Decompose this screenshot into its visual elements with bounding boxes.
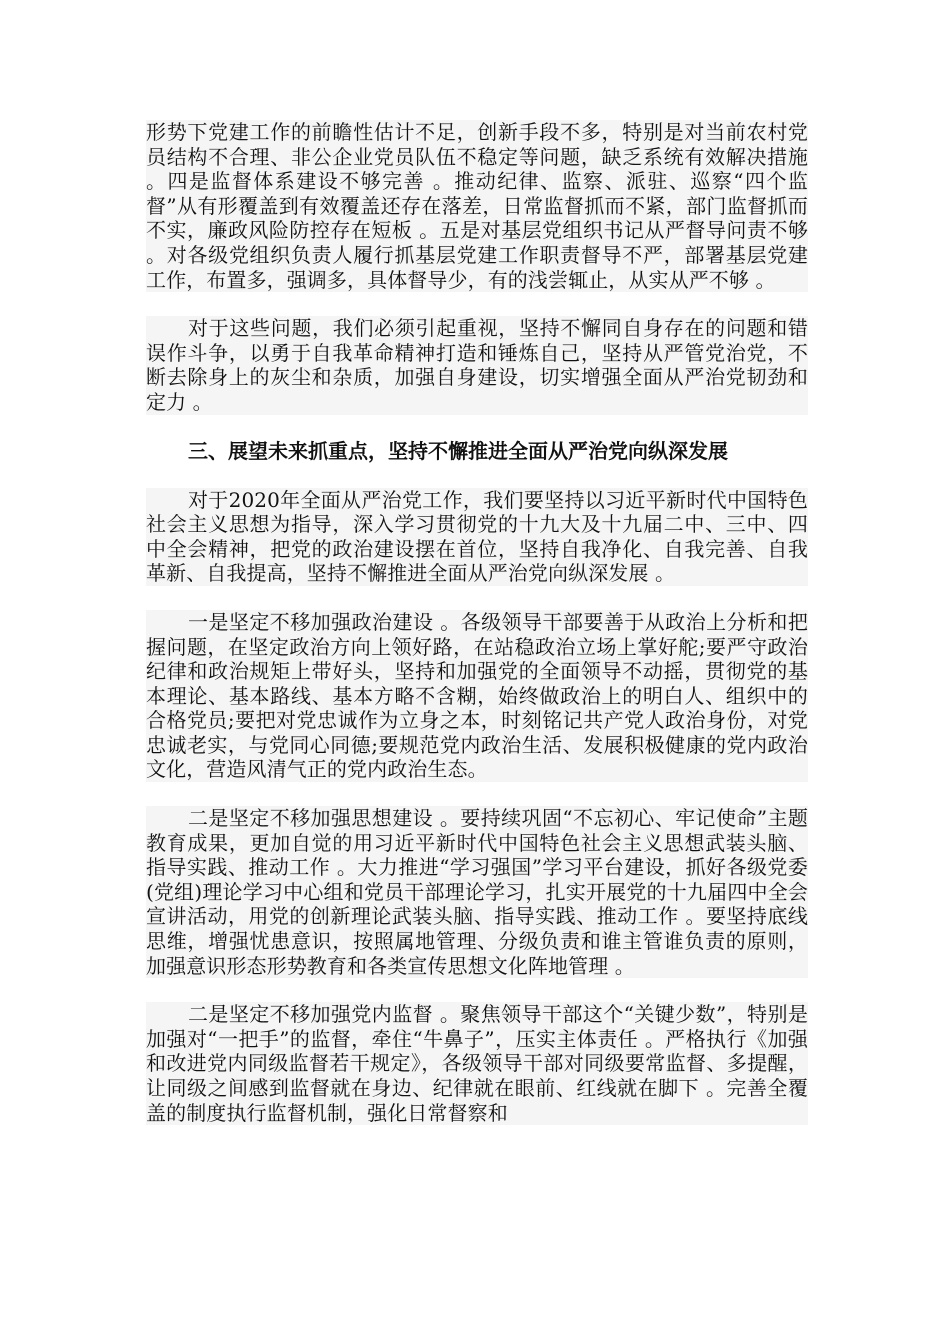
paragraph-ideological-building: 二是坚定不移加强思想建设 。要持续巩固“不忘初心、牢记使命”主题教育成果，更加自觉的用习近平新时代中国特色社会主义思想武装头脑、指导实践、推动工作 。大力推进“学习强国”学习平台建设，抓好各级党委(党组)理论学习中心组和党员干部理论学习，扎实开展党的十九届四中全会宣讲活动，用党的创新理论武装头脑、指导实践、推动工作 。要坚持底线思维，增强忧患意识，按照属地管理、分级负责和谁主管谁负责的原则，加强意识形态形势教育和各类宣传思想文化阵地管理 。	[146, 806, 808, 978]
paragraph-2020-work: 对于2020年全面从严治党工作，我们要坚持以习近平新时代中国特色社会主义思想为指导，深入学习贯彻党的十九大及十九届二中、三中、四中全会精神，把党的政治建设摆在首位，坚持自我净化、自我完善、自我革新、自我提高，坚持不懈推进全面从严治党向纵深发展 。	[146, 487, 808, 586]
document-page	[146, 120, 808, 1125]
paragraph-problems-continued: 形势下党建工作的前瞻性估计不足，创新手段不多，特别是对当前农村党员结构不合理、非公企业党员队伍不稳定等问题，缺乏系统有效解决措施 。四是监督体系建设不够完善 。推动纪律、监察、派驻、巡察“四个监督”从有形覆盖到有效覆盖还存在落差，日常监督抓而不紧，部门监督抓而不实，廉政风险防控存在短板 。五是对基层党组织书记从严督导问责不够 。对各级党组织负责人履行抓基层党建工作职责督导不严，部署基层党建工作，布置多，强调多，具体督导少，有的浅尝辄止，从实从严不够 。	[146, 120, 808, 292]
paragraph-internal-supervision: 二是坚定不移加强党内监督 。聚焦领导干部这个“关键少数”，特别是加强对“一把手”的监督，牵住“牛鼻子”，压实主体责任 。严格执行《加强和改进党内同级监督若干规定》，各级领导干部对同级要常监督、多提醒，让同级之间感到监督就在身边、纪律就在眼前、红线就在脚下 。完善全覆盖的制度执行监督机制，强化日常督察和	[146, 1002, 808, 1125]
paragraph-political-building: 一是坚定不移加强政治建设 。各级领导干部要善于从政治上分析和把握问题，在坚定政治方向上领好路，在站稳政治立场上掌好舵;要严守政治纪律和政治规矩上带好头，坚持和加强党的全面领导不动摇，贯彻党的基本理论、基本路线、基本方略不含糊，始终做政治上的明白人、组织中的合格党员;要把对党忠诚作为立身之本，时刻铭记共产党人政治身份，对党忠诚老实，与党同心同德;要规范党内政治生活、发展积极健康的党内政治文化，营造风清气正的党内政治生态。	[146, 609, 808, 782]
paragraph-response: 对于这些问题，我们必须引起重视，坚持不懈同自身存在的问题和错误作斗争，以勇于自我革命精神打造和锤炼自己，坚持从严管党治党，不断去除身上的灰尘和杂质，加强自身建设，切实增强全面从严治党韧劲和定力 。	[146, 316, 808, 414]
section-heading: 三、展望未来抓重点，坚持不懈推进全面从严治党向纵深发展	[146, 439, 808, 464]
